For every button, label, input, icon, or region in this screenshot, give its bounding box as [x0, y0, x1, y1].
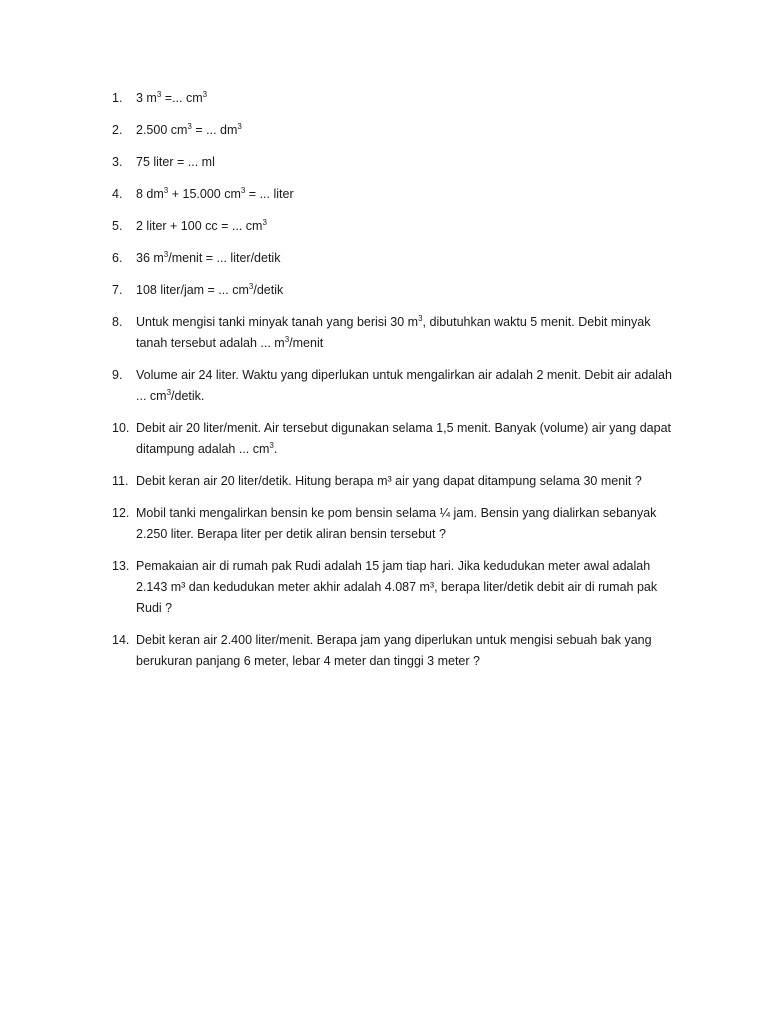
question-number: 7.: [112, 283, 123, 297]
question-number: 2.: [112, 123, 123, 137]
question-number: 12.: [112, 506, 130, 520]
superscript: 3: [187, 122, 192, 131]
superscript: 3: [418, 314, 423, 323]
question-item: [112, 556, 684, 619]
question-number: 4.: [112, 187, 123, 201]
text-run: Debit keran air 2.400 liter/menit. Berapa jam yang diperlukan untuk mengisi sebuah bak yang berukuran panjang 6 meter, lebar 4 meter dan tinggi 3 meter ?: [136, 633, 652, 668]
question-item: [112, 312, 684, 354]
question-text: [136, 280, 684, 301]
superscript: 3: [237, 122, 242, 131]
question-number: 9.: [112, 368, 123, 382]
text-run: + 15.000 cm: [168, 187, 241, 201]
question-text: [136, 184, 684, 205]
text-run: 75 liter = ... ml: [136, 155, 215, 169]
question-item: [112, 120, 684, 141]
question-text: [136, 630, 684, 672]
question-number: 13.: [112, 559, 130, 573]
question-text: [136, 120, 684, 141]
question-item: [112, 365, 684, 407]
superscript: 3: [240, 186, 246, 195]
superscript: 3: [156, 90, 162, 99]
question-number: 14.: [112, 633, 130, 647]
question-number: 6.: [112, 251, 123, 265]
question-text: [136, 556, 684, 619]
text-run: /detik: [253, 283, 284, 297]
text-run: 3 m: [136, 91, 157, 105]
question-item: [112, 280, 684, 301]
superscript: 3: [166, 388, 172, 397]
text-run: /detik.: [171, 389, 205, 403]
question-text: [136, 248, 684, 269]
question-text: [136, 365, 684, 407]
text-run: 36 m: [136, 251, 164, 265]
question-item: [112, 248, 684, 269]
question-item: [112, 418, 684, 460]
text-run: Mobil tanki mengalirkan bensin ke pom bensin selama ¼ jam. Bensin yang dialirkan sebanyak 2.250 liter. Berapa liter per detik aliran bensin tersebut ?: [136, 506, 657, 541]
question-item: [112, 152, 684, 173]
question-text: [136, 216, 684, 237]
superscript: 3: [284, 335, 290, 344]
question-item: [112, 471, 684, 492]
question-text: [136, 152, 684, 173]
text-run: , dibutuhkan waktu 5 menit. Debit minyak tanah tersebut adalah ... m: [136, 315, 651, 350]
question-list: [112, 88, 684, 683]
text-run: Pemakaian air di rumah pak Rudi adalah 15 jam tiap hari. Jika kedudukan meter awal adalah 2.143 m³ dan kedudukan meter akhir adalah 4.087 m³, berapa liter/detik debit air di rumah pak Rudi ?: [136, 559, 658, 615]
text-run: = ... dm: [191, 123, 238, 137]
superscript: 3: [269, 441, 274, 450]
superscript: 3: [202, 90, 208, 99]
question-number: 8.: [112, 315, 123, 329]
superscript: 3: [163, 250, 169, 259]
question-text: [136, 418, 684, 460]
question-text: [136, 503, 684, 545]
question-text: [136, 471, 684, 492]
question-number: 5.: [112, 219, 123, 233]
text-run: Untuk mengisi tanki minyak tanah yang berisi 30 m: [136, 315, 419, 329]
question-number: 1.: [112, 91, 123, 105]
text-run: = ... liter: [245, 187, 294, 201]
text-run: Volume air 24 liter. Waktu yang diperlukan untuk mengalirkan air adalah 2 menit. Debit air adalah ... cm: [136, 368, 672, 403]
question-item: [112, 88, 684, 109]
question-item: [112, 184, 684, 205]
text-run: 2 liter + 100 cc = ... cm: [136, 219, 263, 233]
text-run: Debit keran air 20 liter/detik. Hitung berapa m³ air yang dapat ditampung selama 30 menit ?: [136, 474, 642, 488]
question-item: [112, 216, 684, 237]
superscript: 3: [248, 282, 254, 291]
text-run: 2.500 cm: [136, 123, 188, 137]
question-text: [136, 312, 684, 354]
question-item: [112, 503, 684, 545]
text-run: 108 liter/jam = ... cm: [136, 283, 249, 297]
question-item: [112, 630, 684, 672]
text-run: =... cm: [161, 91, 203, 105]
question-number: 11.: [112, 474, 129, 488]
text-run: /menit: [289, 336, 324, 350]
text-run: .: [273, 442, 278, 456]
question-number: 10.: [112, 421, 130, 435]
superscript: 3: [262, 218, 267, 227]
question-number: 3.: [112, 155, 123, 169]
superscript: 3: [163, 186, 169, 195]
text-run: 8 dm: [136, 187, 164, 201]
text-run: /menit = ... liter/detik: [168, 251, 281, 265]
question-text: [136, 88, 684, 109]
text-run: Debit air 20 liter/menit. Air tersebut digunakan selama 1,5 menit. Banyak (volume) air yang dapat ditampung adalah ... cm: [136, 421, 671, 456]
